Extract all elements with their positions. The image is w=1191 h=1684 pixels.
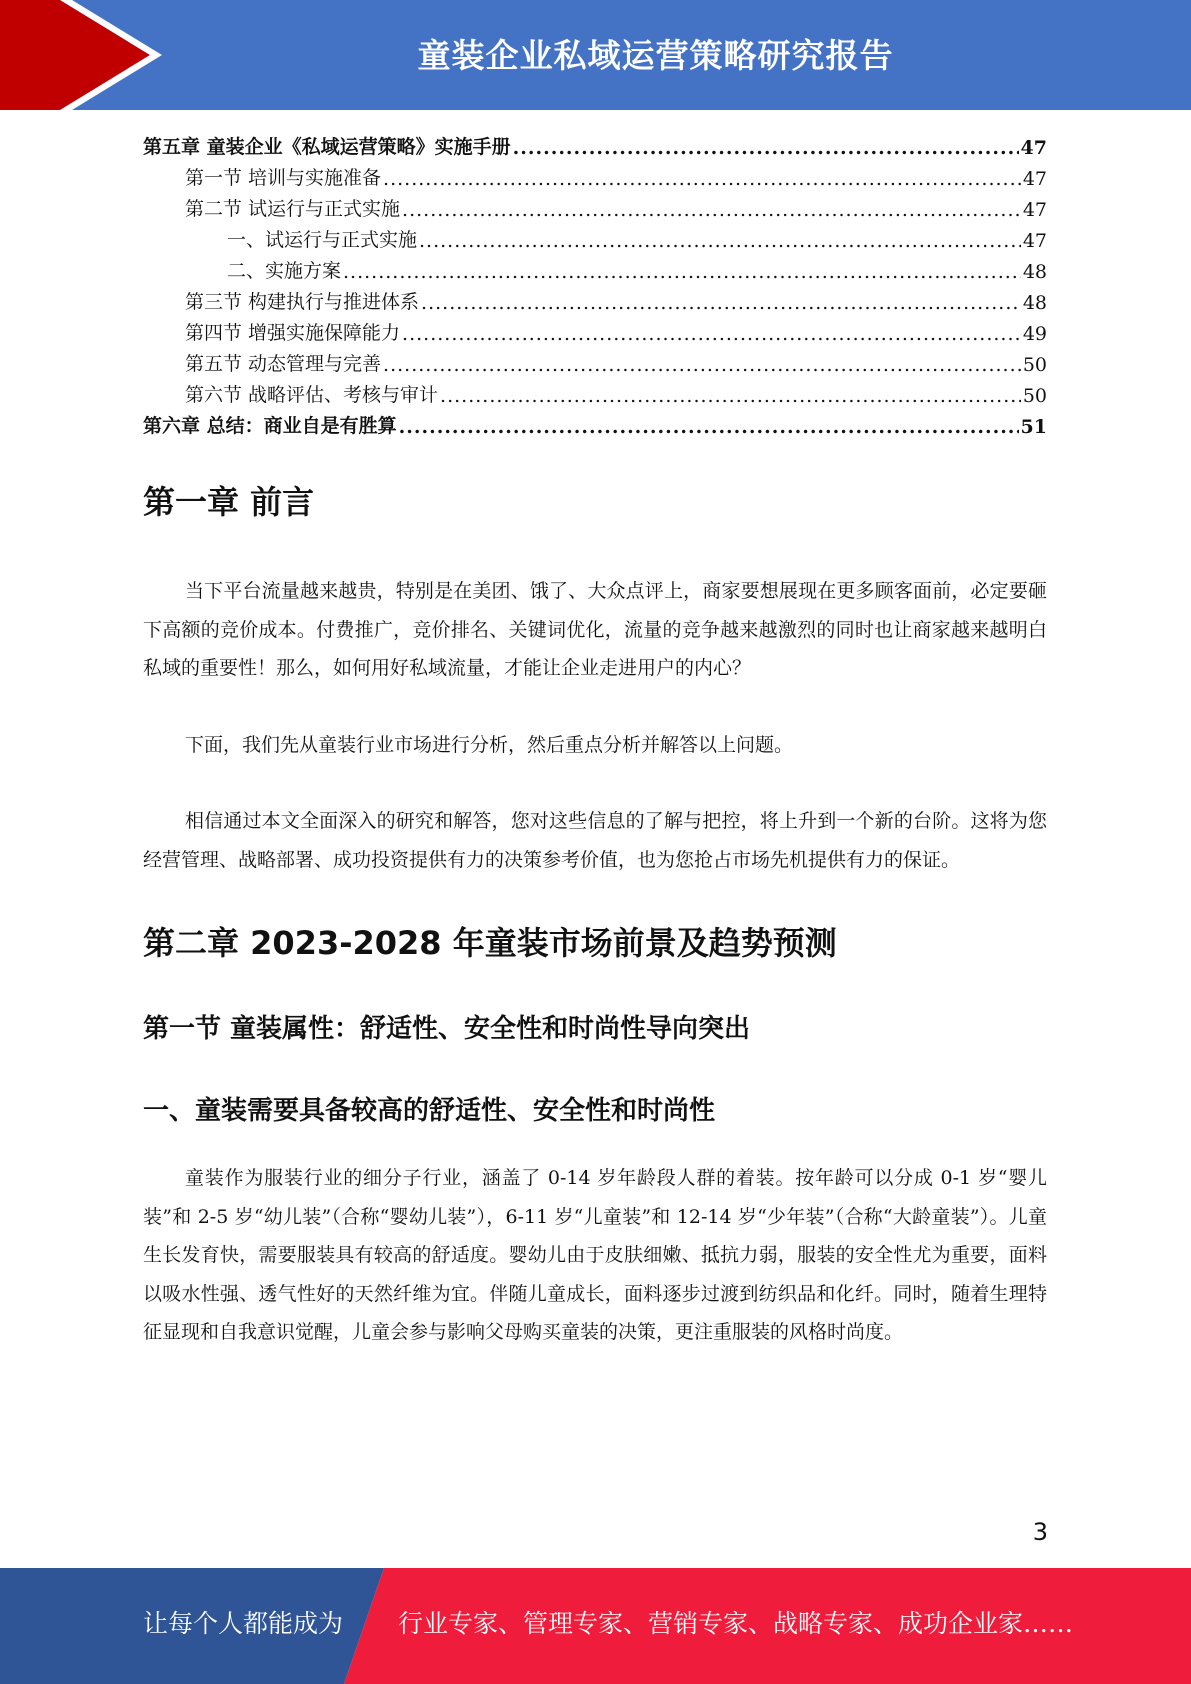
toc-leader bbox=[421, 292, 1021, 314]
page-footer bbox=[0, 1568, 1191, 1684]
toc-entry-text: 第一节 培训与实施准备 bbox=[185, 167, 382, 189]
toc-entry-text: 第三节 构建执行与推进体系 bbox=[185, 291, 420, 313]
toc-leader bbox=[343, 261, 1021, 283]
toc-entry-text: 第六章 总结：商业自是有胜算 bbox=[143, 415, 397, 437]
toc-leader bbox=[419, 230, 1021, 252]
table-of-contents bbox=[143, 128, 1047, 438]
subsection-1-heading: 一、童装需要具备较高的舒适性、安全性和时尚性 bbox=[143, 1096, 716, 1126]
toc-entry-text: 第六节 战略评估、考核与审计 bbox=[185, 384, 439, 406]
toc-entry[interactable] bbox=[143, 128, 1047, 159]
toc-page-number: 47 bbox=[1022, 230, 1047, 252]
toc-leader bbox=[402, 323, 1021, 345]
toc-entry[interactable] bbox=[143, 159, 1047, 190]
toc-page-number: 51 bbox=[1020, 416, 1047, 438]
chapter-1-heading: 第一章 前言 bbox=[143, 483, 315, 521]
toc-entry-text: 第五节 动态管理与完善 bbox=[185, 353, 382, 375]
toc-entry[interactable] bbox=[143, 345, 1047, 376]
footer-slogan-left: 让每个人都能成为 bbox=[143, 1609, 344, 1638]
toc-entry-text: 二、实施方案 bbox=[227, 260, 342, 282]
toc-leader bbox=[402, 199, 1021, 221]
toc-entry[interactable] bbox=[143, 314, 1047, 345]
chapter-2-heading: 第二章 2023-2028 年童装市场前景及趋势预测 bbox=[143, 924, 837, 962]
toc-leader bbox=[440, 385, 1021, 407]
toc-entry[interactable] bbox=[143, 376, 1047, 407]
toc-page-number: 50 bbox=[1022, 385, 1047, 407]
toc-page-number: 47 bbox=[1020, 137, 1047, 159]
toc-entry[interactable] bbox=[143, 190, 1047, 221]
page-number: 3 bbox=[1032, 1518, 1048, 1546]
report-title: 童装企业私域运营策略研究报告 bbox=[417, 36, 894, 75]
toc-leader bbox=[383, 354, 1021, 376]
toc-page-number: 47 bbox=[1022, 199, 1047, 221]
toc-leader bbox=[513, 137, 1019, 159]
toc-entry-text: 第四节 增强实施保障能力 bbox=[185, 322, 401, 344]
paragraph: 下面，我们先从童装行业市场进行分析，然后重点分析并解答以上问题。 bbox=[185, 733, 794, 756]
toc-page-number: 49 bbox=[1022, 323, 1047, 345]
toc-page-number: 50 bbox=[1022, 354, 1047, 376]
toc-entry-text: 一、试运行与正式实施 bbox=[227, 229, 418, 251]
footer-slogan-right: 行业专家、管理专家、营销专家、战略专家、成功企业家…… bbox=[398, 1609, 1074, 1638]
toc-leader bbox=[399, 416, 1019, 438]
page-header bbox=[0, 0, 1191, 110]
toc-entry[interactable] bbox=[143, 407, 1047, 438]
paragraph: 当下平台流量越来越贵，特别是在美团、饿了、大众点评上，商家要想展现在更多顾客面前，必定要砸下高额的竞价成本。付费推广，竞价排名、关键词优化，流量的竞争越来越激烈的同时也让商家越来越明白私域的重要性！那么，如何用好私域流量，才能让企业走进用户的内心？ bbox=[143, 580, 1047, 679]
toc-leader bbox=[383, 168, 1021, 190]
section-1-heading: 第一节 童装属性：舒适性、安全性和时尚性导向突出 bbox=[143, 1014, 751, 1044]
document-body bbox=[143, 476, 1047, 1352]
toc-entry-text: 第二节 试运行与正式实施 bbox=[185, 198, 401, 220]
toc-page-number: 48 bbox=[1022, 292, 1047, 314]
toc-entry[interactable] bbox=[143, 221, 1047, 252]
toc-page-number: 48 bbox=[1022, 261, 1047, 283]
toc-entry-text: 第五章 童装企业《私域运营策略》实施手册 bbox=[143, 136, 511, 158]
toc-entry[interactable] bbox=[143, 283, 1047, 314]
toc-entry[interactable] bbox=[143, 252, 1047, 283]
toc-page-number: 47 bbox=[1022, 168, 1047, 190]
paragraph: 相信通过本文全面深入的研究和解答，您对这些信息的了解与把控，将上升到一个新的台阶。这将为您经营管理、战略部署、成功投资提供有力的决策参考价值，也为您抢占市场先机提供有力的保证。 bbox=[143, 810, 1047, 871]
paragraph: 童装作为服装行业的细分子行业，涵盖了 0-14 岁年龄段人群的着装。按年龄可以分成 0-1 岁“婴儿装”和 2-5 岁“幼儿装”（合称“婴幼儿装”），6-11 岁“儿童装”和 12-14 岁“少年装”（合称“大龄童装”）。儿童生长发育快，需要服装具有较高的舒适度。婴幼儿由于皮肤细嫩、抵抗力弱，服装的安全性尤为重要，面料以吸水性强、透气性好的天然纤维为宜。伴随儿童成长，面料逐步过渡到纺织品和化纤。同时，随着生理特征显现和自我意识觉醒，儿童会参与影响父母购买童装的决策，更注重服装的风格时尚度。 bbox=[143, 1167, 1047, 1343]
